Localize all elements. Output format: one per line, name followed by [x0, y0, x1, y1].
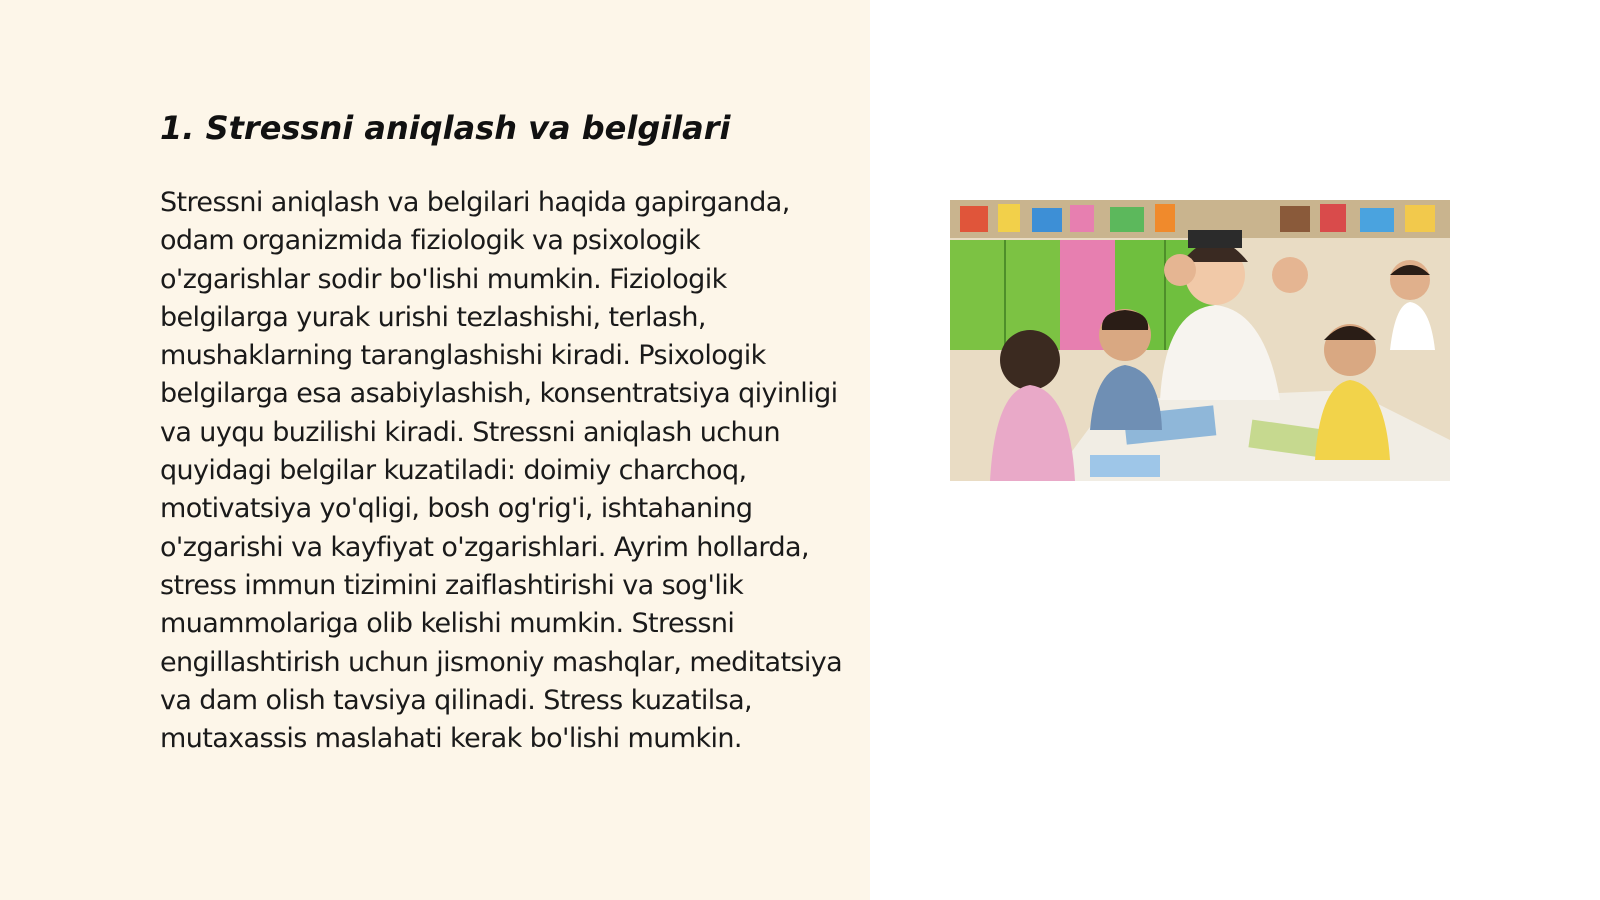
slide-title: 1. Stressni aniqlash va belgilari	[160, 109, 731, 147]
classroom-photo	[950, 200, 1450, 481]
slide-body-text: Stressni aniqlash va belgilari haqida gapirganda, odam organizmida fiziologik va psixologik o'zgarishlar sodir bo'lishi mumkin. Fiziologik belgilarga yurak urishi tezlashishi, terlash, mushaklarning taranglashishi kiradi. Psixologik belgilarga esa asabiylashish, konsentratsiya qiyinligi va uyqu buzilishi kiradi. Stressni aniqlash uchun quyidagi belgilar kuzatiladi: doimiy charchoq, motivatsiya yo'qligi, bosh og'rig'i, ishtahaning o'zgarishi va kayfiyat o'zgarishlari. Ayrim hollarda, stress immun tizimini zaiflashtirishi va sog'lik muammolariga olib kelishi mumkin. Stressni engillashtirish uchun jismoniy mashqlar, meditatsiya va dam olish tavsiya qilinadi. Stress kuzatilsa, mutaxassis maslahati kerak bo'lishi mumkin.	[160, 187, 843, 755]
